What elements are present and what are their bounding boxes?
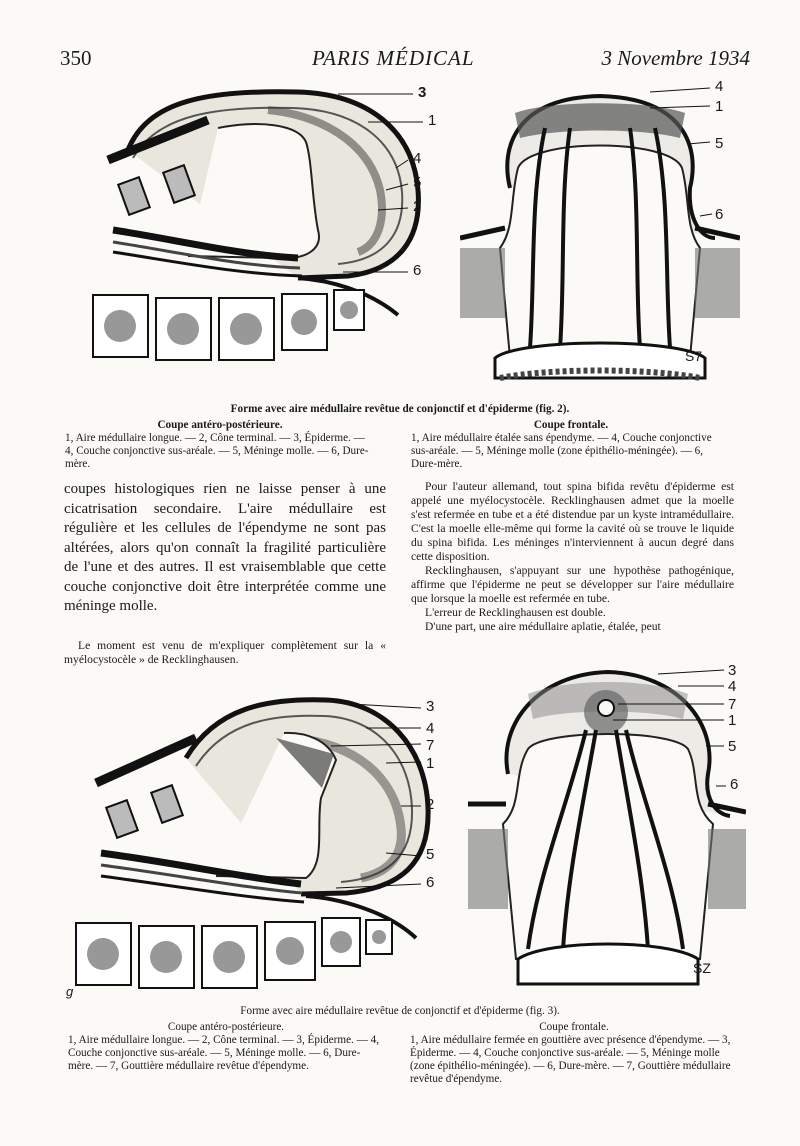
fig2-left-label: 5 (413, 174, 422, 191)
fig2-left-label: 1 (428, 112, 437, 129)
fig3-right-label: 5 (728, 738, 737, 755)
left-paragraph: Le moment est venu de m'expliquer complètement sur la « myélocystocèle » de Recklinghausen. (64, 638, 386, 666)
fig3-right-label: 4 (728, 678, 737, 695)
fig3-right-label: 1 (728, 712, 737, 729)
figure-3-legend-right (410, 1021, 738, 1086)
fig2-signature: S7 (685, 348, 703, 364)
right-paragraph: L'erreur de Recklinghausen est double. (425, 606, 606, 619)
body-column-left (64, 480, 386, 667)
fig2-left-label: 4 (413, 150, 422, 167)
fig3-left-legend: 1, Aire médullaire longue. — 2, Cône terminal. — 3, Épiderme. — 4, Couche conjonctive sus-aréale. — 5, Méninge molle. — 6, Dure-mère. — 7, Gouttière médullaire revêtue d'épendyme. (68, 1034, 380, 1072)
fig3-left-label: 7 (426, 737, 435, 754)
fig2-right-label: 6 (715, 206, 724, 223)
fig3-signature: SZ (693, 960, 711, 976)
figure-2-frontal-drawing (460, 78, 740, 388)
figure-3-caption-title: Forme avec aire médullaire revêtue de conjonctif et d'épiderme (fig. 3). (240, 1005, 560, 1017)
fig3-right-label: 6 (730, 776, 739, 793)
right-paragraph: Recklinghausen, s'appuyant sur une hypothèse pathogénique, affirme que l'épiderme ne peut se développer sur l'aire médullaire que lorsque la moelle est refermée en tube. (411, 564, 734, 605)
fig3-right-legend: 1, Aire médullaire fermée en gouttière avec présence d'épendyme. — 3, Épiderme. — 4, Couche conjonctive sus-aréale. — 5, Méninge molle (zone épithélio-méningée). — 6, Dure-mère. — 7, Gouttière médullaire revêtue d'épendyme. (410, 1034, 731, 1085)
fig3-left-label: 6 (426, 874, 435, 891)
fig3-left-label: 5 (426, 846, 435, 863)
fig3-left-heading: Coupe antéro-postérieure. (167, 1021, 285, 1033)
running-header (60, 46, 750, 72)
figure-2-legend-left (65, 419, 375, 471)
fig3-left-label: 4 (426, 720, 435, 737)
fig3-left-label: 3 (426, 698, 435, 715)
fig2-left-legend: 1, Aire médullaire longue. — 2, Cône terminal. — 3, Épiderme. — 4, Couche conjonctive sus-aréale. — 5, Méninge molle. — 6, Dure-mère. (65, 432, 369, 470)
journal-title: PARIS MÉDICAL (312, 46, 475, 70)
figure-2-sagittal-drawing (68, 80, 453, 380)
fig2-left-heading: Coupe antéro-postérieure. (157, 419, 283, 431)
figure-3-frontal-drawing (468, 664, 746, 994)
left-paragraph: coupes histologiques rien ne laisse penser à une cicatrisation secondaire. L'aire médullaire est régulière et les cellules de l'épendyme ne sont pas altérées, alors qu'on connaît la fragilité particulière de l'une et des autres. Il est vraisemblable que cette couche conjonctive doit être interprétée comme une méninge molle. (64, 481, 386, 614)
fig3-left-label: 2 (426, 796, 435, 813)
figure-3-legend-left (68, 1021, 384, 1073)
fig3-left-label: 1 (426, 755, 435, 772)
figure-2-legend-right (411, 419, 731, 471)
figure-2-caption-title: Forme avec aire médullaire revêtue de conjonctif et d'épiderme (fig. 2). (230, 403, 570, 415)
fig2-right-heading: Coupe frontale. (533, 419, 609, 431)
fig2-left-label: 2 (413, 198, 422, 215)
figure-3-sagittal-drawing (66, 688, 451, 1008)
fig2-right-legend: 1, Aire médullaire étalée sans épendyme. — 4, Couche conjonctive sus-aréale. — 5, Méninge molle (zone épithélio-méningée). — 6, Dure-mère. (411, 432, 712, 470)
fig2-right-label: 4 (715, 78, 724, 95)
fig2-left-label: 6 (413, 262, 422, 279)
fig3-right-heading: Coupe frontale. (539, 1021, 609, 1033)
fig3-corner-mark: g (66, 984, 74, 999)
right-paragraph: D'une part, une aire médullaire aplatie, étalée, peut (425, 620, 661, 633)
issue-date: 3 Novembre 1934 (601, 46, 750, 70)
page-number: 350 (60, 46, 92, 70)
fig3-right-label: 7 (728, 696, 737, 713)
body-column-right (411, 480, 734, 634)
right-paragraph: Pour l'auteur allemand, tout spina bifida revêtu d'épiderme est appelé une myélocystocèle. Recklinghausen admet que la moelle s'est refermée en tube et a été distendue par un kyste intramédullaire. C'est la moelle elle-même qui forme la cavité où se trouve le liquide du spina bifida. Les méninges n'interviennent à aucun degré dans cette disposition. (411, 480, 734, 563)
fig2-right-label: 1 (715, 98, 724, 115)
fig3-right-label: 3 (728, 662, 737, 679)
fig2-right-label: 5 (715, 135, 724, 152)
fig2-left-label: 3 (418, 84, 427, 101)
